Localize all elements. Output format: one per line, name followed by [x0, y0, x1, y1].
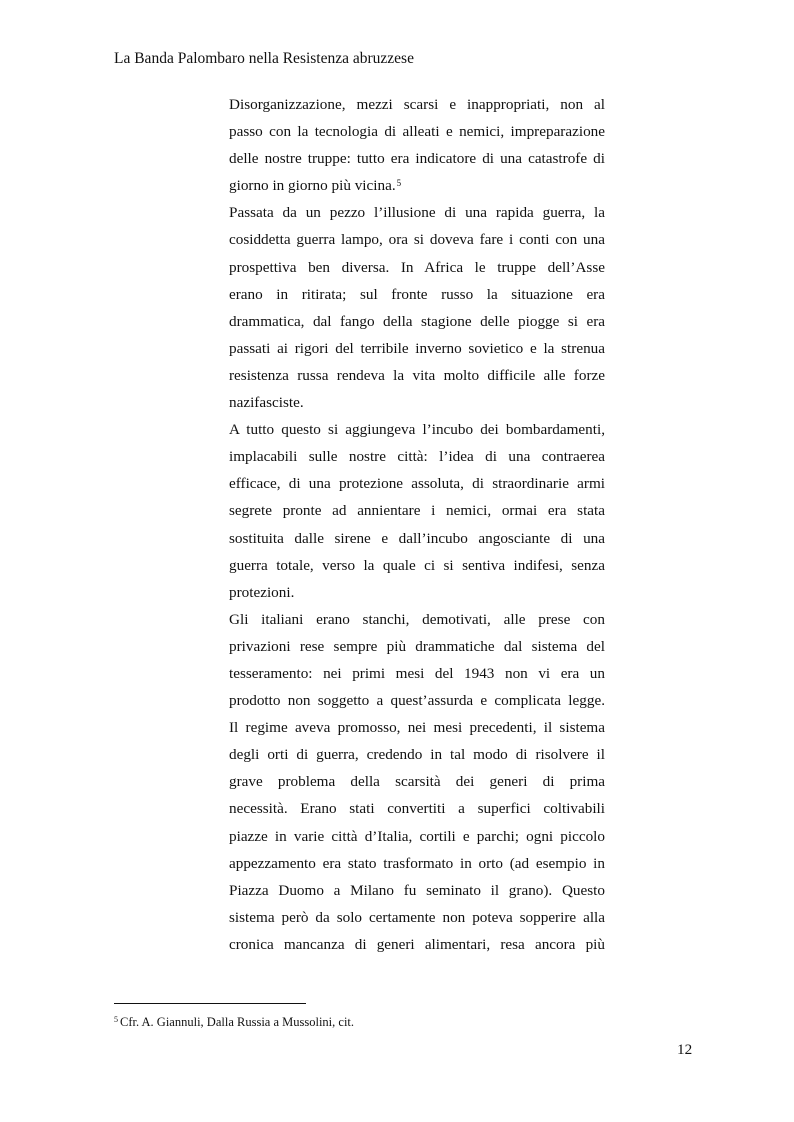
- text-line: drammatica, dal fango della stagione delle piogge si era: [229, 312, 605, 330]
- text-line: segrete pronte ad annientare i nemici, ormai era stata: [229, 502, 605, 520]
- text-line: [229, 172, 605, 199]
- text-line: Disorganizzazione, mezzi scarsi e inappropriati, non al: [229, 96, 605, 113]
- text-line: erano in ritirata; sul fronte russo la situazione era: [229, 285, 605, 303]
- running-title: La Banda Palombaro nella Resistenza abruzzese: [114, 50, 414, 67]
- text-line: implacabili sulle nostre città: l’idea di una contraerea: [229, 448, 605, 466]
- text-line: protezioni.: [229, 583, 295, 601]
- footnote-reference[interactable]: 5: [396, 178, 402, 189]
- page-number: 12: [677, 1041, 693, 1058]
- text-line: sistema però da solo certamente non poteva sopperire alla: [229, 908, 605, 926]
- text-line: delle nostre truppe: tutto era indicatore di una catastrofe di: [229, 150, 605, 168]
- footnote-text: Cfr. A. Giannuli, Dalla Russia a Mussolini, cit.: [120, 1015, 355, 1029]
- text-line: Il regime aveva promosso, nei mesi precedenti, il sistema: [229, 719, 605, 737]
- text-line: prospettiva ben diversa. In Africa le truppe dell’Asse: [229, 258, 605, 276]
- text-line: prodotto non soggetto a quest’assurda e complicata legge.: [229, 692, 605, 710]
- footnote-number: 5: [114, 1015, 118, 1024]
- body-text: [229, 91, 605, 958]
- text-line: cronica mancanza di generi alimentari, resa ancora più: [229, 935, 605, 953]
- text-line: Gli italiani erano stanchi, demotivati, alle prese con: [229, 610, 605, 628]
- text-line: tesseramento: nei primi mesi del 1943 non vi era un: [229, 664, 605, 682]
- text-line: grave problema della scarsità dei generi di prima: [229, 773, 605, 791]
- text-line: guerra totale, verso la quale ci si sentiva indifesi, senza: [229, 556, 605, 574]
- text-line: A tutto questo si aggiungeva l’incubo dei bombardamenti,: [229, 421, 605, 439]
- text-line: Piazza Duomo a Milano fu seminato il grano). Questo: [229, 881, 605, 899]
- text-line: cosiddetta guerra lampo, ora si doveva fare i conti con una: [229, 231, 605, 249]
- text-line: resistenza russa rendeva la vita molto difficile alle forze: [229, 366, 605, 384]
- footnote-divider: [114, 1003, 306, 1004]
- text-line: passati ai rigori del terribile inverno sovietico e la strenua: [229, 339, 605, 357]
- text-line: efficace, di una protezione assoluta, di straordinarie armi: [229, 475, 605, 493]
- text-line: nazifasciste.: [229, 394, 304, 412]
- text-line: passo con la tecnologia di alleati e nemici, impreparazione: [229, 123, 605, 141]
- text-line: privazioni rese sempre più drammatiche dal sistema del: [229, 637, 605, 655]
- text-line: piazze in varie città d’Italia, cortili e parchi; ogni piccolo: [229, 827, 605, 845]
- text-line-content: giorno in giorno più vicina.: [229, 177, 396, 195]
- text-line: sostituita dalle sirene e dall’incubo angosciante di una: [229, 529, 605, 547]
- text-line: Passata da un pezzo l’illusione di una rapida guerra, la: [229, 204, 605, 222]
- text-line: degli orti di guerra, credendo in tal modo di risolvere il: [229, 746, 605, 764]
- text-line: appezzamento era stato trasformato in orto (ad esempio in: [229, 854, 605, 872]
- footnote: [114, 1014, 354, 1030]
- text-line: necessità. Erano stati convertiti a superfici coltivabili: [229, 800, 605, 818]
